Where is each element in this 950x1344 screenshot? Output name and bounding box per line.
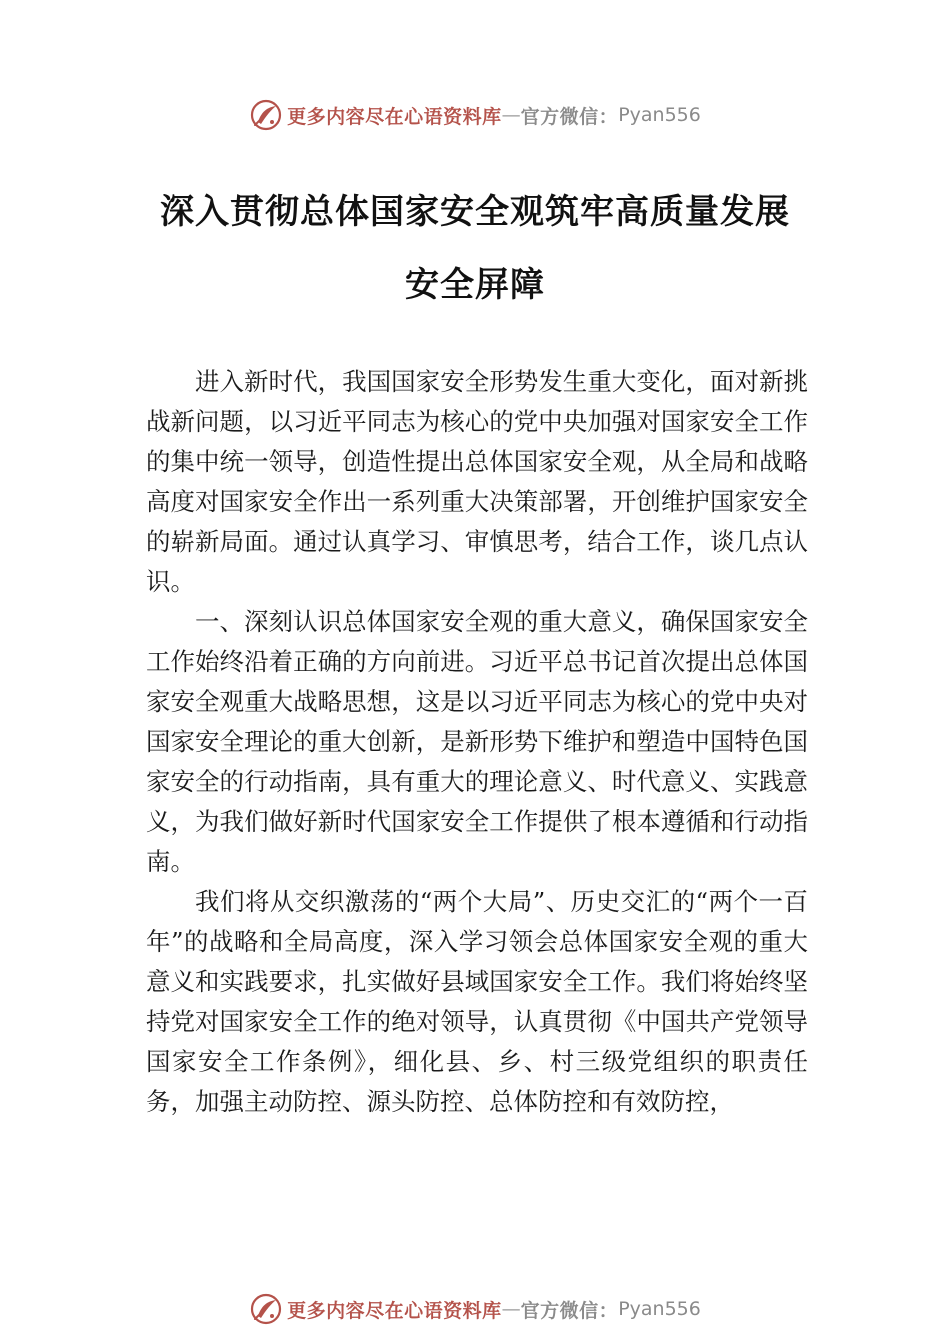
banner-dash: — xyxy=(501,104,521,126)
paragraph-section-one-continued: 我们将从交织激荡的“两个大局”、历史交汇的“两个一百年”的战略和全局高度，深入学习领会总体国家安全观的重大意义和实践要求，扎实做好县域国家安全工作。我们将始终坚持党对国家安全工作的绝对领导，认真贯彻《中国共产党领导国家安全工作条例》，细化县、乡、村三级党组织的职责任务，加强主动防控、源头防控、总体防控和有效防控， xyxy=(146,887,808,1116)
paragraph-section-one: 一、深刻认识总体国家安全观的重大意义，确保国家安全工作始终沿着正确的方向前进。习近平总书记首次提出总体国家安全观重大战略思想，这是以习近平同志为核心的党中央对国家安全理论的重大创新，是新形势下维护和塑造中国特色国家安全的行动指南，具有重大的理论意义、时代意义、实践意义，为我们做好新时代国家安全工作提供了根本遵循和行动指南。 xyxy=(146,607,808,876)
banner-library-text: 更多内容尽在心语资料库 xyxy=(287,105,502,128)
paragraph-intro: 进入新时代，我国国家安全形势发生重大变化，面对新挑战新问题，以习近平同志为核心的党中央加强对国家安全工作的集中统一领导，创造性提出总体国家安全观，从全局和战略高度对国家安全作出一系列重大决策部署，开创维护国家安全的崭新局面。通过认真学习、审慎思考，结合工作，谈几点认识。 xyxy=(146,367,808,596)
banner-wechat-id: Pyan556 xyxy=(618,104,701,126)
document-body xyxy=(146,362,808,1122)
header-banner xyxy=(0,93,950,137)
banner-library-text: 更多内容尽在心语资料库 xyxy=(287,1299,502,1322)
banner-wechat-label: 官方微信： xyxy=(520,1299,619,1322)
document-title-line-2: 安全屏障 xyxy=(405,265,545,305)
brand-logo-icon xyxy=(249,98,283,132)
brand-logo-icon xyxy=(249,1292,283,1326)
banner-dash: — xyxy=(501,1298,521,1320)
banner-wechat-label: 官方微信： xyxy=(520,105,619,128)
banner-wechat-id: Pyan556 xyxy=(618,1298,701,1320)
document-title-line-1: 深入贯彻总体国家安全观筑牢高质量发展 xyxy=(160,192,790,232)
footer-banner xyxy=(0,1287,950,1331)
